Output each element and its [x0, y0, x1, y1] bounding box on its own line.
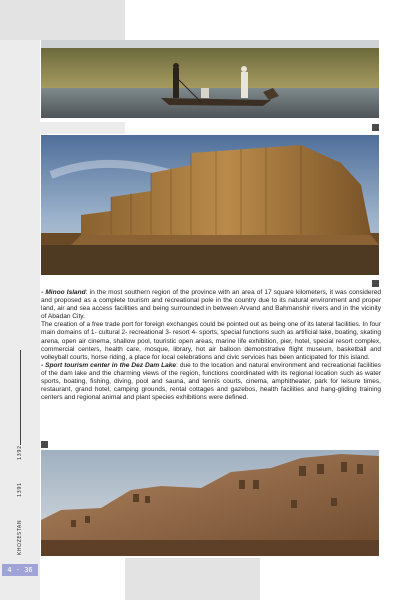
cliff-village-illustration — [41, 450, 379, 556]
vertical-label-province: KHOZESTAN — [17, 519, 23, 555]
paragraph-text: : in the most southern region of the province with an area of 17 square kilometers, it was considered and proposed as a complete tourism and recreational pole in the country due to its natural environment and proper land, air and sea access facilities and being surrounded in between Arvand and Bahmanshir rivers and in the vicinity of Abadan City. — [41, 289, 382, 321]
corner-block-bottom — [125, 558, 260, 600]
photo-river-boat — [41, 40, 379, 118]
photo-marker — [41, 441, 48, 448]
river-boat-illustration — [41, 40, 379, 118]
vertical-label-year-1: 1391 — [17, 482, 23, 498]
paragraph-minoo-island — [41, 289, 381, 321]
corner-block-top — [0, 0, 125, 40]
photo-cliff-village — [41, 450, 379, 556]
margin-rule — [20, 350, 21, 445]
ziggurat-illustration — [41, 135, 379, 275]
page-number: 4 - 36 — [2, 564, 38, 576]
paragraph-dez-dam — [41, 362, 381, 402]
paragraph-free-trade: The creation of a free trade port for foreign exchanges could be pointed out as being one of its lateral facilities. In four main domains of 1- cultural 2- recreational 3- resort 4- sports, special functions such as artificial lake, boating, skating arena, open air cinema, shallow pool, touristic open areas, marine life exhibition, pier, hotel, special resort complex, commercial centers, health care, mosque, library, hot air balloon demonstrative flight museum, basketball and volleyball courts, horse riding, a place for local celebrations and civic services has been anticipated for this island. — [41, 321, 381, 361]
photo-marker — [372, 124, 379, 131]
margin-vertical-label — [11, 445, 29, 555]
photo-ziggurat — [41, 135, 379, 275]
margin-block-mid — [40, 122, 125, 134]
heading-dez-dam: - Sport tourism center in the Dez Dam Lake — [41, 361, 177, 369]
heading-minoo-island: - Minoo Island — [41, 289, 86, 296]
vertical-label-year-2: 1392 — [17, 445, 23, 460]
photo-marker — [372, 280, 379, 287]
article-body — [41, 289, 381, 402]
paragraph-text: : due to the location and natural environment and recreational facilities of the dam lake and the charming views of the region, functions coordinated with its regional location such as water sports, boating, fishing, diving, pool and sauna, and tennis courts, cinema, amphitheater, park for leisure times, restaurant, grand hotel, camping grounds, rental cottages and gazebos, health facilities and hang-gliding training centers and regional animal and plant species exhibitions were defined. — [41, 361, 381, 402]
